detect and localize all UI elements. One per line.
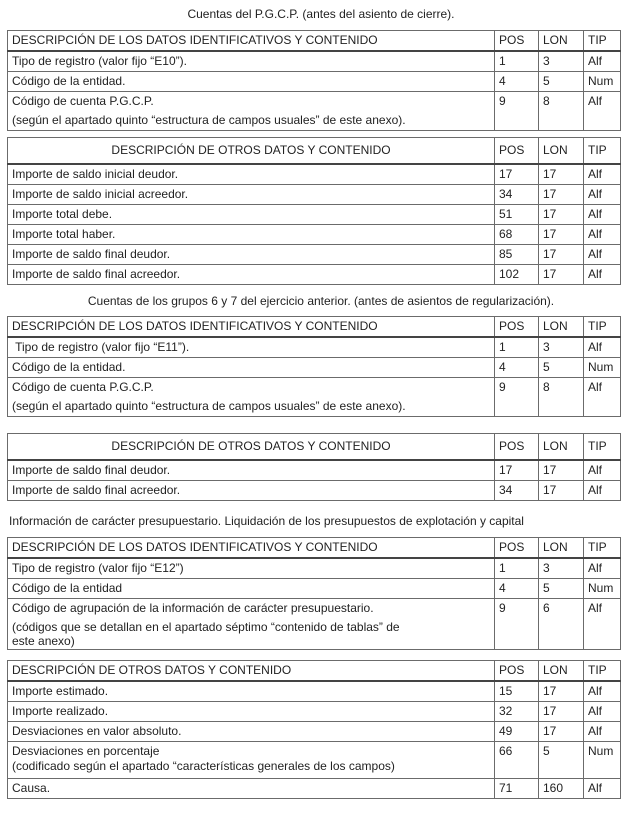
identificativos-table bbox=[7, 537, 621, 650]
table-row bbox=[8, 245, 621, 265]
field-pos: 9 bbox=[495, 92, 539, 131]
table-header-row bbox=[8, 434, 621, 461]
field-pos: 32 bbox=[495, 702, 539, 722]
column-header-tip: TIP bbox=[584, 317, 621, 338]
column-header-description: DESCRIPCIÓN DE LOS DATOS IDENTIFICATIVOS Y CONTENIDO bbox=[8, 31, 495, 52]
field-description: Importe de saldo inicial acreedor. bbox=[8, 185, 495, 205]
field-description: Importe de saldo final deudor. bbox=[8, 460, 495, 481]
field-tip: Alf bbox=[584, 337, 621, 358]
field-lon: 3 bbox=[539, 51, 584, 72]
field-pos: 4 bbox=[495, 579, 539, 599]
field-lon: 3 bbox=[539, 558, 584, 579]
field-pos: 34 bbox=[495, 481, 539, 501]
field-pos: 17 bbox=[495, 164, 539, 185]
field-lon: 17 bbox=[539, 225, 584, 245]
field-pos: 51 bbox=[495, 205, 539, 225]
table-row bbox=[8, 225, 621, 245]
column-header-description: DESCRIPCIÓN DE OTROS DATOS Y CONTENIDO bbox=[8, 138, 495, 165]
field-tip: Alf bbox=[584, 481, 621, 501]
field-description: Tipo de registro (valor fijo “E10”). bbox=[8, 51, 495, 72]
field-description: Importe de saldo final acreedor. bbox=[8, 265, 495, 285]
table-row bbox=[8, 51, 621, 72]
table-row bbox=[8, 558, 621, 579]
field-lon: 17 bbox=[539, 245, 584, 265]
field-description: Tipo de registro (valor fijo “E12”) bbox=[8, 558, 495, 579]
column-header-tip: TIP bbox=[584, 434, 621, 461]
column-header-description: DESCRIPCIÓN DE LOS DATOS IDENTIFICATIVOS Y CONTENIDO bbox=[8, 538, 495, 559]
table-row bbox=[8, 265, 621, 285]
field-lon: 17 bbox=[539, 481, 584, 501]
field-pos: 15 bbox=[495, 681, 539, 702]
table-row bbox=[8, 92, 621, 131]
column-header-pos: POS bbox=[495, 434, 539, 461]
field-lon: 17 bbox=[539, 265, 584, 285]
column-header-lon: LON bbox=[539, 661, 584, 682]
field-tip: Num bbox=[584, 579, 621, 599]
column-header-lon: LON bbox=[539, 538, 584, 559]
field-pos: 85 bbox=[495, 245, 539, 265]
field-tip: Alf bbox=[584, 265, 621, 285]
field-tip: Alf bbox=[584, 722, 621, 742]
otros-datos-table bbox=[7, 137, 621, 285]
field-tip: Alf bbox=[584, 185, 621, 205]
table-row bbox=[8, 185, 621, 205]
field-pos: 66 bbox=[495, 742, 539, 779]
table-row bbox=[8, 460, 621, 481]
field-tip: Num bbox=[584, 358, 621, 378]
field-description: Código de cuenta P.G.C.P. bbox=[12, 380, 154, 394]
field-description: Código de la entidad bbox=[8, 579, 495, 599]
field-description-cell bbox=[8, 92, 495, 131]
field-lon: 17 bbox=[539, 164, 584, 185]
table-row bbox=[8, 378, 621, 417]
column-header-lon: LON bbox=[539, 31, 584, 52]
field-description: Importe total haber. bbox=[8, 225, 495, 245]
field-lon: 160 bbox=[539, 779, 584, 799]
field-tip: Num bbox=[584, 742, 621, 779]
field-description: Causa. bbox=[8, 779, 495, 799]
field-pos: 9 bbox=[495, 378, 539, 417]
column-header-pos: POS bbox=[495, 538, 539, 559]
field-pos: 1 bbox=[495, 51, 539, 72]
column-header-description: DESCRIPCIÓN DE LOS DATOS IDENTIFICATIVOS Y CONTENIDO bbox=[8, 317, 495, 338]
table-header-row bbox=[8, 661, 621, 682]
field-pos: 1 bbox=[495, 558, 539, 579]
field-lon: 17 bbox=[539, 722, 584, 742]
field-lon: 8 bbox=[539, 92, 584, 131]
field-lon: 5 bbox=[539, 742, 584, 779]
section-title: Información de carácter presupuestario. Liquidación de los presupuestos de explotación y capital bbox=[9, 514, 524, 528]
field-description-note: (según el apartado quinto “estructura de campos usuales” de este anexo). bbox=[12, 399, 406, 413]
identificativos-table bbox=[7, 30, 621, 131]
table-header-row bbox=[8, 138, 621, 165]
column-header-pos: POS bbox=[495, 138, 539, 165]
field-lon: 17 bbox=[539, 185, 584, 205]
identificativos-table bbox=[7, 316, 621, 417]
field-description: Código de la entidad. bbox=[8, 72, 495, 92]
column-header-lon: LON bbox=[539, 138, 584, 165]
field-lon: 5 bbox=[539, 358, 584, 378]
field-description: Código de la entidad. bbox=[8, 358, 495, 378]
field-description-note: (según el apartado quinto “estructura de campos usuales” de este anexo). bbox=[12, 113, 406, 127]
field-pos: 17 bbox=[495, 460, 539, 481]
field-tip: Num bbox=[584, 72, 621, 92]
field-description: Código de agrupación de la información de carácter presupuestario. bbox=[12, 601, 374, 615]
table-row bbox=[8, 164, 621, 185]
field-lon: 17 bbox=[539, 460, 584, 481]
column-header-tip: TIP bbox=[584, 31, 621, 52]
column-header-tip: TIP bbox=[584, 138, 621, 165]
table-row bbox=[8, 579, 621, 599]
field-pos: 49 bbox=[495, 722, 539, 742]
otros-datos-table bbox=[7, 660, 621, 799]
field-description: Importe realizado. bbox=[8, 702, 495, 722]
section-title: Cuentas del P.G.C.P. (antes del asiento de cierre). bbox=[187, 7, 455, 21]
field-tip: Alf bbox=[584, 702, 621, 722]
column-header-pos: POS bbox=[495, 661, 539, 682]
field-tip: Alf bbox=[584, 51, 621, 72]
table-row bbox=[8, 681, 621, 702]
column-header-lon: LON bbox=[539, 434, 584, 461]
table-row bbox=[8, 72, 621, 92]
field-pos: 1 bbox=[495, 337, 539, 358]
field-tip: Alf bbox=[584, 225, 621, 245]
field-lon: 5 bbox=[539, 579, 584, 599]
table-row bbox=[8, 702, 621, 722]
field-description-note: (códigos que se detallan en el apartado séptimo “contenido de tablas” de este anexo) bbox=[12, 620, 400, 648]
field-tip: Alf bbox=[584, 558, 621, 579]
field-description-cell bbox=[8, 742, 495, 779]
otros-datos-table bbox=[7, 433, 621, 501]
field-pos: 68 bbox=[495, 225, 539, 245]
field-tip: Alf bbox=[584, 460, 621, 481]
field-tip: Alf bbox=[584, 92, 621, 131]
field-description-cell bbox=[8, 599, 495, 650]
column-header-lon: LON bbox=[539, 317, 584, 338]
field-pos: 71 bbox=[495, 779, 539, 799]
field-pos: 9 bbox=[495, 599, 539, 650]
table-row bbox=[8, 337, 621, 358]
table-row bbox=[8, 599, 621, 650]
field-lon: 8 bbox=[539, 378, 584, 417]
table-header-row bbox=[8, 538, 621, 559]
table-row bbox=[8, 205, 621, 225]
table-row bbox=[8, 358, 621, 378]
field-description: Desviaciones en valor absoluto. bbox=[8, 722, 495, 742]
field-description: Código de cuenta P.G.C.P. bbox=[12, 94, 154, 108]
table-row bbox=[8, 742, 621, 779]
table-row bbox=[8, 779, 621, 799]
field-tip: Alf bbox=[584, 599, 621, 650]
field-lon: 17 bbox=[539, 205, 584, 225]
field-description: Importe de saldo final deudor. bbox=[8, 245, 495, 265]
field-lon: 6 bbox=[539, 599, 584, 650]
field-description: Tipo de registro (valor fijo “E11”). bbox=[8, 337, 495, 358]
column-header-pos: POS bbox=[495, 31, 539, 52]
field-tip: Alf bbox=[584, 378, 621, 417]
table-header-row bbox=[8, 317, 621, 338]
field-lon: 3 bbox=[539, 337, 584, 358]
field-description-cell bbox=[8, 378, 495, 417]
field-description: Importe estimado. bbox=[8, 681, 495, 702]
field-description-note: (codificado según el apartado “características generales de los campos) bbox=[12, 759, 395, 773]
section-title: Cuentas de los grupos 6 y 7 del ejercicio anterior. (antes de asientos de regularización). bbox=[87, 294, 555, 308]
field-lon: 17 bbox=[539, 702, 584, 722]
field-pos: 4 bbox=[495, 72, 539, 92]
field-description: Desviaciones en porcentaje bbox=[12, 744, 160, 758]
field-tip: Alf bbox=[584, 681, 621, 702]
table-row bbox=[8, 722, 621, 742]
field-tip: Alf bbox=[584, 245, 621, 265]
field-description: Importe de saldo final acreedor. bbox=[8, 481, 495, 501]
column-header-description: DESCRIPCIÓN DE OTROS DATOS Y CONTENIDO bbox=[8, 434, 495, 461]
column-header-tip: TIP bbox=[584, 661, 621, 682]
field-pos: 34 bbox=[495, 185, 539, 205]
field-tip: Alf bbox=[584, 205, 621, 225]
field-description: Importe de saldo inicial deudor. bbox=[8, 164, 495, 185]
field-description: Importe total debe. bbox=[8, 205, 495, 225]
field-lon: 17 bbox=[539, 681, 584, 702]
field-pos: 102 bbox=[495, 265, 539, 285]
table-header-row bbox=[8, 31, 621, 52]
field-tip: Alf bbox=[584, 164, 621, 185]
field-tip: Alf bbox=[584, 779, 621, 799]
field-lon: 5 bbox=[539, 72, 584, 92]
table-row bbox=[8, 481, 621, 501]
column-header-pos: POS bbox=[495, 317, 539, 338]
column-header-description: DESCRIPCIÓN DE OTROS DATOS Y CONTENIDO bbox=[8, 661, 495, 682]
column-header-tip: TIP bbox=[584, 538, 621, 559]
field-pos: 4 bbox=[495, 358, 539, 378]
